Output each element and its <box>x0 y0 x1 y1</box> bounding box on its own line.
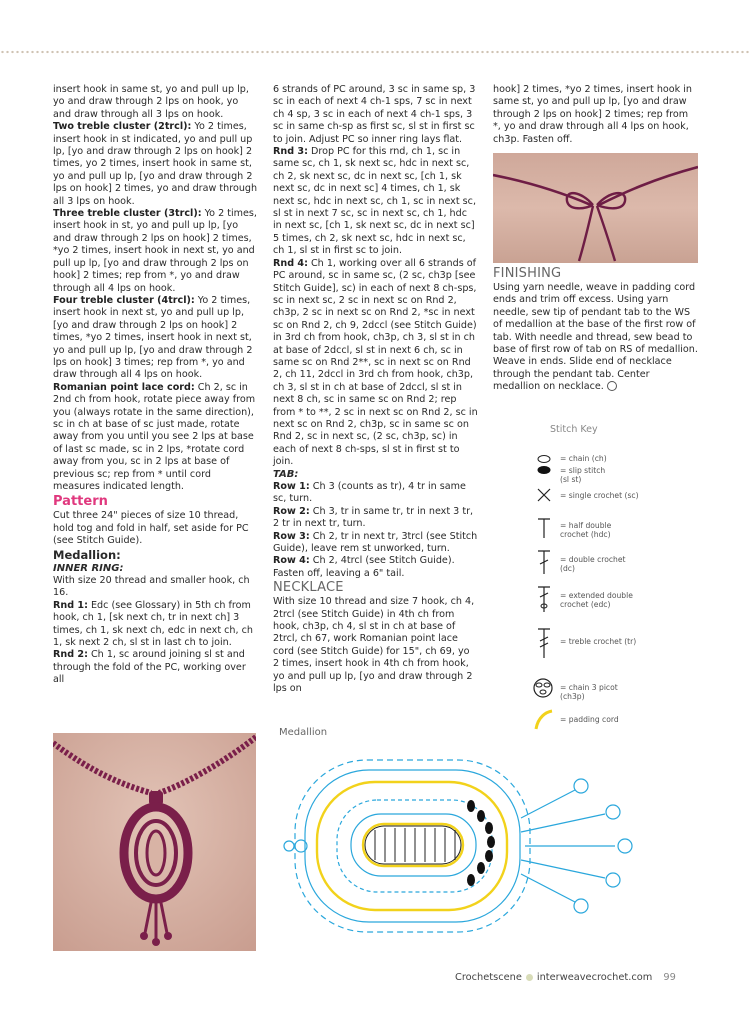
extended-double-crochet-symbol <box>528 585 558 615</box>
finishing-text: Using yarn needle, weave in padding cord ends and trim off excess. Using yarn needle, sew tip of pendant tab to the WS of medallion at the base of the first row of tab. With needle and thread, sew bead to base of first row of tab on RS of medallion. Weave in ends. Slide end of necklace through the pendant tab. Center medallion on necklace. <box>493 282 698 393</box>
chain-3-picot-symbol <box>528 677 558 701</box>
page-number: 99 <box>663 972 676 983</box>
term-romanian-cord: Romanian point lace cord: <box>53 381 195 393</box>
column-1: insert hook in same st, yo and pull up lp, yo and draw through 2 lps on hook, yo and draw through all 3 lps on hook. Two treble cluster (2trcl): Yo 2 times, insert hook in st indicated, yo and pull up lp, [yo and draw through 2 lps on hook] 2 times, yo 2 times, insert hook in same st, yo and pull up lp, [yo and draw through 2 lps on hook] 2 times, yo and draw through all 3 lps on hook. Three treble cluster (3trcl): Yo 2 times, insert hook in st, yo and pull up lp, [yo and draw through 2 lps on hook] 2 times, *yo 2 times, insert hook in next st, yo and pull up lp, [yo and draw through 2 lps on hook] 2 times; rep from *, yo and draw through all 4 lps on hook. Four treble cluster (4trcl): Yo 2 times, insert hook in next st, yo and pull up lp, [yo and draw through 2 lps on hook] 2 times, *yo 2 times, insert hook in next st, yo and pull up lp, [yo and draw through 2 lps on hook] 3 times; rep from *, yo and draw through all 4 lps on hook. Romanian point lace cord: Ch 2, sc in 2nd ch from hook, rotate piece away from you (always rotate in the same direction), sc in ch at base of sc just made, rotate away from you until you see 2 lps at base of last sc made, sc in 2 lps, *rotate cord away from you, sc in 2 lps at base of previous sc; rep from * until cord measures indicated length. Pattern Cut three 24" pieces of size 10 thread, hold tog and fold in half, set aside for PC (see Stitch Guide). Medallion: INNER RING: With size 20 thread and smaller hook, ch 16. Rnd 1: Edc (see Glossary) in 5th ch from hook, ch 1, [sk next ch, tr in next ch] 3 times, ch 1, sk next ch, edc in next ch, ch 1, sk next 2 ch, sl st in last ch to join. Rnd 2: Ch 1, sc around joining sl st and through the fold of the PC, working over all <box>53 84 258 686</box>
column-3-finishing <box>493 266 698 394</box>
col1-p1: insert hook in same st, yo and pull up lp, yo and draw through 2 lps on hook, yo and draw through all 3 lps on hook. <box>53 84 249 120</box>
pendant-photo <box>53 733 256 951</box>
column-3 <box>493 84 698 146</box>
end-mark-icon <box>607 381 617 391</box>
tab-heading: TAB: <box>273 468 299 480</box>
top-dotted-rule <box>0 50 750 54</box>
finishing-heading: FINISHING <box>493 266 562 281</box>
inner-ring-text: With size 20 thread and smaller hook, ch 16. <box>53 575 250 599</box>
double-crochet-symbol <box>528 549 558 577</box>
half-double-crochet-symbol <box>528 517 558 541</box>
footer-dot-icon <box>526 974 533 981</box>
slip-stitch-symbol <box>528 464 558 478</box>
necklace-text: With size 10 thread and size 7 hook, ch 4, 2trcl (see Stitch Guide) in 4th ch from hook, ch3p, ch 4, sl st in ch at base of 2trcl, ch 67, work Romanian point lace cord (see Stitch Guide) for 15", ch 69, yo 2 times, insert hook in 4th ch from hook, yo and pull up lp, [yo and draw through 2 lps on <box>273 596 475 695</box>
magazine-name: Crochetscene <box>455 972 522 983</box>
col2-p1: 6 strands of PC around, 3 sc in same sp, 3 sc in each of next 4 ch-1 sps, 7 sc in next ch 4 sp, 3 sc in each of next 4 ch-1 sps, 3 sc in same ch-sp as first sc, sl st in first sc to join. Adjust PC so inner ring lays flat. <box>273 84 476 145</box>
necklace-bow-photo <box>493 153 698 263</box>
stitch-key-title: Stitch Key <box>550 424 598 435</box>
single-crochet-symbol <box>528 487 558 505</box>
diagram-title: Medallion <box>279 727 328 738</box>
necklace-heading: NECKLACE <box>273 580 344 596</box>
page-footer <box>455 972 676 983</box>
term-4trcl: Four treble cluster (4trcl): <box>53 294 195 306</box>
term-2trcl: Two treble cluster (2trcl): <box>53 121 192 133</box>
inner-ring-heading: INNER RING: <box>53 562 124 574</box>
col3-p1: hook] 2 times, *yo 2 times, insert hook in same st, yo and pull up lp, [yo and draw through 2 lps on hook] 2 times; rep from *, yo and draw through all 4 lps on hook, ch3p. Fasten off. <box>493 84 692 145</box>
medallion-heading: Medallion: <box>53 547 121 562</box>
term-3trcl: Three treble cluster (3trcl): <box>53 208 202 220</box>
treble-crochet-symbol <box>528 627 558 661</box>
pattern-heading: Pattern <box>53 494 108 510</box>
medallion-diagram <box>275 740 715 954</box>
padding-cord-symbol <box>528 709 558 733</box>
pattern-text: Cut three 24" pieces of size 10 thread, hold tog and fold in half, set aside for PC (see Stitch Guide). <box>53 510 249 547</box>
column-2: 6 strands of PC around, 3 sc in same sp, 3 sc in each of next 4 ch-1 sps, 7 sc in next ch 4 sp, 3 sc in each of next 4 ch-1 sps, 3 sc in same ch-sp as first sc, sl st in first sc to join. Adjust PC so inner ring lays flat. Rnd 3: Drop PC for this rnd, ch 1, sc in same sc, ch 1, sk next sc, hdc in next sc, ch 2, sk next sc, dc in next sc, [ch 1, sk next sc, dc in next sc] 4 times, ch 1, sk next sc, hdc in next sc, ch 1, sc in next sc, sl st in next 7 sc, sc in next sc, ch 1, hdc in next sc, [ch 1, sk next sc, dc in next sc] 5 times, ch 2, sk next sc, hdc in next sc, ch 1, sl st in first sc to join. Rnd 4: Ch 1, working over all 6 strands of PC around, sc in same sc, (2 sc, ch3p [see Stitch Guide], sc) in each of next 8 ch-sps, sc in next sc, 2 sc in next sc on Rnd 2, ch3p, 2 sc in next sc on Rnd 2, *sc in next sc on Rnd 2, ch 9, 2dccl (see Stitch Guide) in 3rd ch from hook, ch3p, ch 3, sl st in ch at base of 2dccl, sl st in next 6 ch, sc in same sc on Rnd 2**, sc in next sc on Rnd 2, ch 11, 2dccl in 3rd ch from hook, ch3p, ch 3, sl st in ch at base of 2dccl, sl st in next 8 ch, sc in same sc on Rnd 2; rep from * to **, 2 sc in next sc on Rnd 2, sc in next sc on Rnd 2, ch3p, sc in same sc on Rnd 2, sc in next sc, (2 sc, ch3p, sc) in each of next 8 ch-sps, sl st in first st to join. TAB: Row 1: Ch 3 (counts as tr), 4 tr in same sc, turn. Row 2: Ch 3, tr in same tr, tr in next 3 tr, 2 tr in next tr, turn. Row 3: Ch 2, tr in next tr, 3trcl (see Stitch Guide), leave rem st unworked, turn. Row 4: Ch 2, 4trcl (see Stitch Guide). Fasten off, leaving a 6" tail. NECKLACE With size 10 thread and size 7 hook, ch 4, 2trcl (see Stitch Guide) in 4th ch from hook, ch3p, ch 4, sl st in ch at base of 2trcl, ch 67, work Romanian point lace cord (see Stitch Guide) for 15", ch 69, yo 2 times, insert hook in 4th ch from hook, yo and pull up lp, [yo and draw through 2 lps on <box>273 84 478 695</box>
site-link[interactable]: interweavecrochet.com <box>536 972 653 983</box>
